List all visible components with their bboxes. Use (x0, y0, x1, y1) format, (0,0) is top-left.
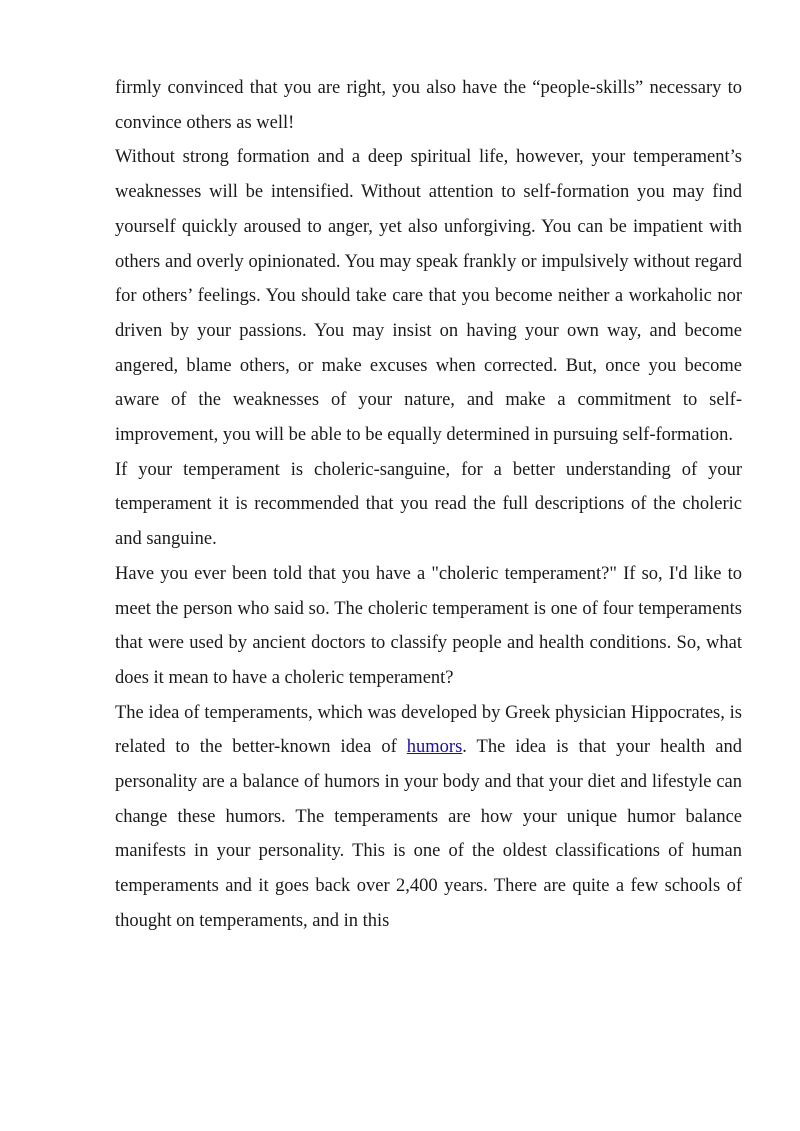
document-page (115, 71, 742, 939)
paragraph-5-text-before-link: The idea of temperaments, which was developed by Greek physician Hippocrates, is related to the better-known idea of (115, 702, 742, 758)
paragraph-3: If your temperament is choleric-sanguine, for a better understanding of your temperament it is recommended that you read the full descriptions of the choleric and sanguine. (115, 459, 742, 550)
humors-link[interactable]: humors (406, 737, 463, 758)
paragraph-5 (115, 696, 742, 939)
paragraph-2: Without strong formation and a deep spiritual life, however, your temperament’s weaknesses will be intensified. Without attention to self-formation you may find yourself quickly aroused to anger, yet also unforgiving. You can be impatient with others and overly opinionated. You may speak frankly or impulsively without regard for others’ feelings. You should take care that you become neither a workaholic nor driven by your passions. You may insist on having your own way, and become angered, blame others, or make excuses when corrected. But, once you become aware of the weaknesses of your nature, and make a commitment to self-improvement, you will be able to be equally determined in pursuing self-formation. (115, 147, 742, 446)
paragraph-1: firmly convinced that you are right, you also have the “people-skills” necessary to convince others as well! (115, 78, 742, 133)
paragraph-5-text-after-link: . The idea is that your health and personality are a balance of humors in your body and that your diet and lifestyle can change these humors. The temperaments are how your unique humor balance manifests in your personality. This is one of the oldest classifications of human temperaments and it goes back over 2,400 years. There are quite a few schools of thought on temperaments, and in this (115, 737, 742, 931)
paragraph-4: Have you ever been told that you have a "choleric temperament?" If so, I'd like to meet the person who said so. The choleric temperament is one of four temperaments that were used by ancient doctors to classify people and health conditions. So, what does it mean to have a choleric temperament? (115, 563, 742, 688)
